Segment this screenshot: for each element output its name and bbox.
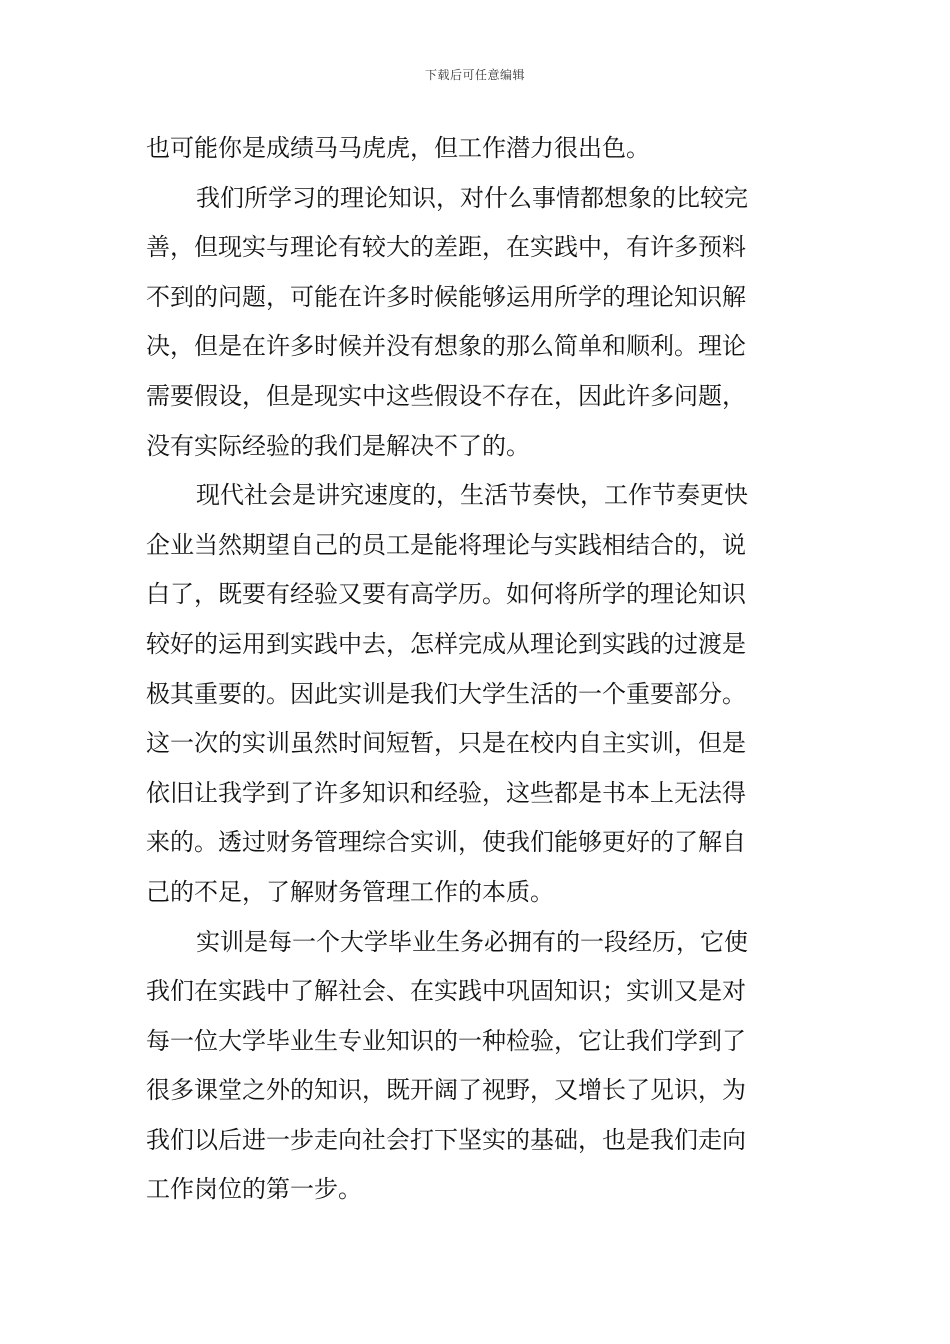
text-line: 很多课堂之外的知识，既开阔了视野，又增长了见识，为 — [146, 1076, 746, 1105]
text-line: 需要假设，但是现实中这些假设不存在，因此许多问题， — [146, 381, 746, 410]
text-line: 己的不足，了解财务管理工作的本质。 — [146, 877, 554, 906]
text-line: 善，但现实与理论有较大的差距，在实践中，有许多预料 — [146, 233, 746, 262]
text-line: 企业当然期望自己的员工是能将理论与实践相结合的，说 — [146, 530, 746, 559]
text-line: 也可能你是成绩马马虎虎，但工作潜力很出色。 — [146, 134, 650, 162]
text-line: 不到的问题，可能在许多时候能够运用所学的理论知识解 — [146, 282, 746, 311]
text-line: 工作岗位的第一步。 — [146, 1175, 362, 1204]
text-line: 实训是每一个大学毕业生务必拥有的一段经历，它使 — [196, 927, 748, 956]
document-body — [146, 124, 808, 1215]
text-line: 每一位大学毕业生专业知识的一种检验，它让我们学到了 — [146, 1026, 746, 1055]
text-line: 现代社会是讲究速度的，生活节奏快，工作节奏更快 — [196, 481, 748, 510]
text-line: 我们所学习的理论知识，对什么事情都想象的比较完 — [196, 183, 748, 212]
text-line: 极其重要的。因此实训是我们大学生活的一个重要部分。 — [146, 679, 746, 708]
text-line: 没有实际经验的我们是解决不了的。 — [146, 431, 530, 460]
text-line: 我们以后进一步走向社会打下坚实的基础，也是我们走向 — [146, 1125, 746, 1154]
text-line: 白了，既要有经验又要有高学历。如何将所学的理论知识 — [146, 580, 746, 609]
text-line: 来的。透过财务管理综合实训，使我们能够更好的了解自 — [146, 828, 746, 857]
text-line: 这一次的实训虽然时间短暂，只是在校内自主实训，但是 — [146, 729, 746, 758]
page-header-note: 下载后可任意编辑 — [424, 68, 525, 82]
text-line: 较好的运用到实践中去，怎样完成从理论到实践的过渡是 — [146, 629, 746, 658]
text-line: 依旧让我学到了许多知识和经验，这些都是书本上无法得 — [146, 778, 746, 807]
text-line: 决，但是在许多时候并没有想象的那么简单和顺利。理论 — [146, 332, 746, 361]
text-line: 我们在实践中了解社会、在实践中巩固知识；实训又是对 — [146, 977, 746, 1006]
